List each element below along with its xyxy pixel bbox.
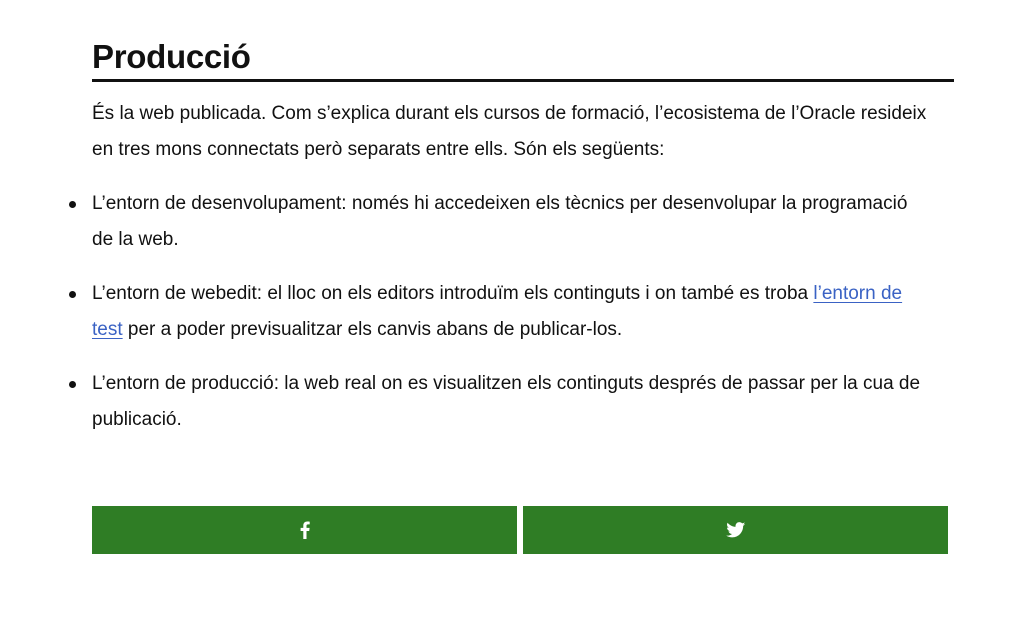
list-item-text-before: L’entorn de webedit: el lloc on els editors introduïm els continguts i on també es troba xyxy=(92,283,814,304)
bullet-list xyxy=(92,186,932,438)
title-underline xyxy=(92,79,954,82)
bullet-icon xyxy=(69,201,76,208)
twitter-share-button[interactable] xyxy=(523,506,948,554)
intro-paragraph: És la web publicada. Com s’explica durant els cursos de formació, l’ecosistema de l’Oracle resideix en tres mons connectats però separats entre ells. Són els següents: xyxy=(92,103,927,160)
facebook-icon xyxy=(300,521,310,539)
list-item xyxy=(92,276,932,348)
twitter-icon xyxy=(726,522,746,538)
share-bar xyxy=(92,506,948,554)
facebook-share-button[interactable] xyxy=(92,506,517,554)
list-item-text-after: per a poder previsualitzar els canvis abans de publicar-los. xyxy=(122,319,623,340)
article-content xyxy=(92,0,954,456)
list-item xyxy=(92,366,932,438)
test-environment-link[interactable]: l’entorn de test xyxy=(92,283,903,340)
bullet-icon xyxy=(69,291,76,298)
section-title: Producció xyxy=(92,38,251,75)
list-item-text: L’entorn de desenvolupament: només hi accedeixen els tècnics per desenvolupar la programació de la web. xyxy=(92,193,908,250)
list-item xyxy=(92,186,932,258)
bullet-icon xyxy=(69,381,76,388)
list-item-text: L’entorn de producció: la web real on es visualitzen els continguts després de passar per la cua de publicació. xyxy=(92,373,921,430)
